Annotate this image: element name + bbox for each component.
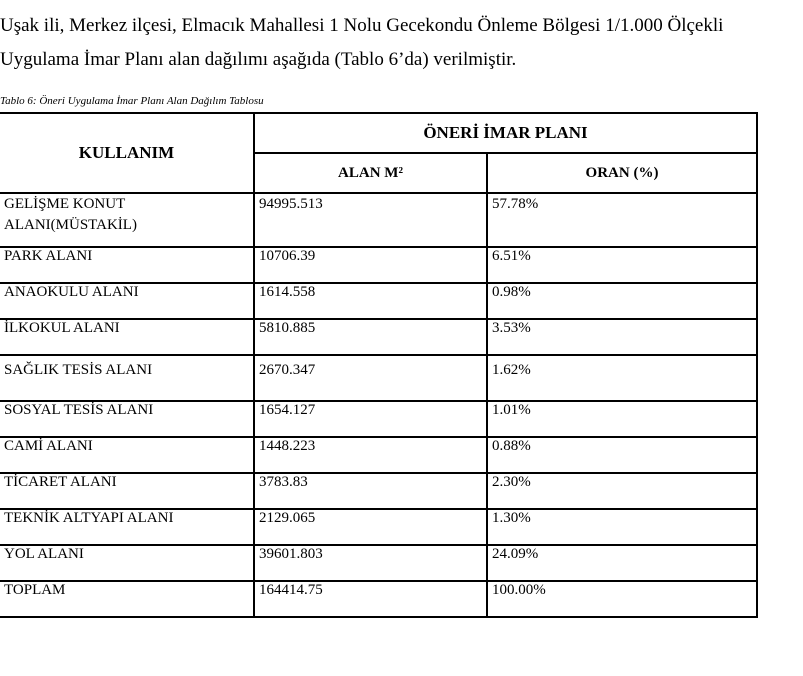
cell-kullanim: CAMİ ALANI [0, 437, 254, 473]
table-row [0, 545, 757, 581]
cell-kullanim: YOL ALANI [0, 545, 254, 581]
cell-oran: 24.09% [487, 545, 757, 581]
cell-alan: 39601.803 [254, 545, 487, 581]
table-caption: Tablo 6: Öneri Uygulama İmar Planı Alan Dağılım Tablosu [0, 95, 264, 107]
table-row [0, 247, 757, 283]
table-total-row [0, 581, 757, 617]
cell-oran: 1.30% [487, 509, 757, 545]
cell-oran: 0.98% [487, 283, 757, 319]
table-row [0, 437, 757, 473]
cell-kullanim: ANAOKULU ALANI [0, 283, 254, 319]
intro-paragraph [0, 9, 800, 77]
cell-oran: 2.30% [487, 473, 757, 509]
cell-alan: 94995.513 [254, 193, 487, 247]
cell-alan: 2129.065 [254, 509, 487, 545]
intro-line-2: Uygulama İmar Planı alan dağılımı aşağıda (Tablo 6’da) verilmiştir. [0, 49, 517, 70]
cell-oran: 3.53% [487, 319, 757, 355]
table-row [0, 509, 757, 545]
cell-alan: 164414.75 [254, 581, 487, 617]
table-header-row [0, 113, 757, 153]
table-row [0, 193, 757, 247]
header-kullanim: KULLANIM [0, 113, 254, 193]
cell-oran: 1.62% [487, 355, 757, 401]
table-row [0, 473, 757, 509]
area-distribution-table [0, 112, 758, 618]
header-oneri-imar-plani: ÖNERİ İMAR PLANI [254, 113, 757, 153]
cell-kullanim: TOPLAM [0, 581, 254, 617]
intro-line-1: Uşak ili, Merkez ilçesi, Elmacık Mahallesi 1 Nolu Gecekondu Önleme Bölgesi 1/1.000 Ölçekli [0, 15, 724, 36]
cell-kullanim: PARK ALANI [0, 247, 254, 283]
cell-kullanim: TİCARET ALANI [0, 473, 254, 509]
header-oran: ORAN (%) [487, 153, 757, 193]
cell-oran: 0.88% [487, 437, 757, 473]
cell-alan: 2670.347 [254, 355, 487, 401]
table-row [0, 319, 757, 355]
cell-alan: 10706.39 [254, 247, 487, 283]
cell-alan: 3783.83 [254, 473, 487, 509]
cell-kullanim: SAĞLIK TESİS ALANI [0, 355, 254, 401]
table-row [0, 283, 757, 319]
header-alan: ALAN M² [254, 153, 487, 193]
cell-oran: 100.00% [487, 581, 757, 617]
cell-alan: 1448.223 [254, 437, 487, 473]
cell-alan: 1614.558 [254, 283, 487, 319]
cell-alan: 5810.885 [254, 319, 487, 355]
table-row [0, 355, 757, 401]
cell-oran: 1.01% [487, 401, 757, 437]
cell-kullanim: TEKNİK ALTYAPI ALANI [0, 509, 254, 545]
cell-kullanim: SOSYAL TESİS ALANI [0, 401, 254, 437]
cell-oran: 57.78% [487, 193, 757, 247]
cell-kullanim: İLKOKUL ALANI [0, 319, 254, 355]
cell-kullanim: GELİŞME KONUT ALANI(MÜSTAKİL) [0, 193, 254, 247]
cell-alan: 1654.127 [254, 401, 487, 437]
cell-oran: 6.51% [487, 247, 757, 283]
table-row [0, 401, 757, 437]
